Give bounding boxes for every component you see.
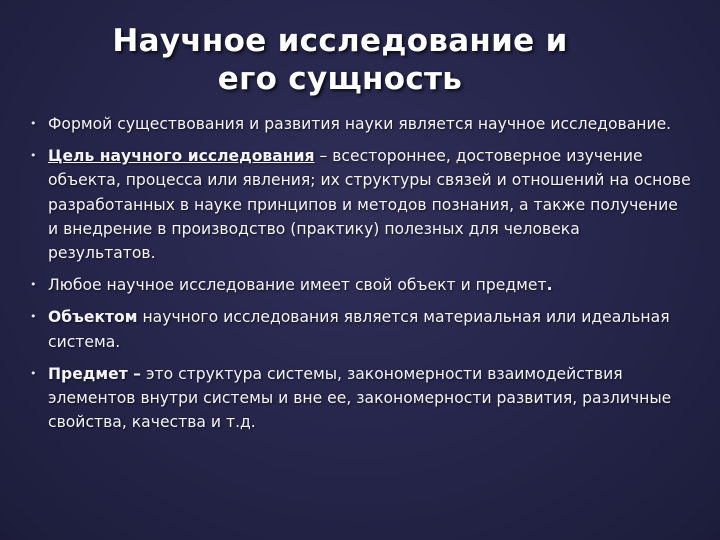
- bullet-term: Объектом: [48, 308, 138, 327]
- slide-title-line-1: Научное исследование и: [112, 23, 568, 59]
- bullet-text: Любое научное исследование имеет свой объект и предмет: [48, 276, 547, 295]
- bullet-item: [28, 144, 692, 265]
- bullet-term: Предмет: [48, 364, 128, 383]
- bullet-item: [28, 362, 692, 435]
- bullet-icon: •: [30, 149, 37, 163]
- slide-title: [40, 22, 640, 98]
- bullet-icon: •: [30, 278, 37, 292]
- bullet-term-dash: –: [127, 364, 141, 383]
- bullet-list: [28, 112, 692, 442]
- bullet-text: это структура системы, закономерности взаимодействия элементов внутри системы и вне ее, закономерности развития, различные свойства, качества и т.д.: [48, 364, 672, 432]
- bullet-item: [28, 273, 692, 297]
- bullet-term: Цель научного исследования: [48, 147, 315, 166]
- bullet-item: [28, 112, 692, 136]
- bullet-icon: •: [30, 366, 37, 380]
- slide-title-line-2: его сущность: [217, 61, 463, 97]
- bullet-item: [28, 305, 692, 353]
- bullet-text-tail: .: [546, 276, 553, 295]
- bullet-icon: •: [30, 117, 37, 130]
- bullet-text: научного исследования является материальная или идеальная система.: [48, 308, 670, 351]
- bullet-text: Формой существования и развития науки является научное исследование.: [48, 115, 672, 133]
- bullet-icon: •: [30, 310, 37, 324]
- bullet-text: – всестороннее, достоверное изучение объекта, процесса или явления; их структуры связей и отношений на основе разработанных в науке принципов и методов познания, а также получение и внедрение в производство (практику) полезных для человека результатов.: [48, 147, 691, 263]
